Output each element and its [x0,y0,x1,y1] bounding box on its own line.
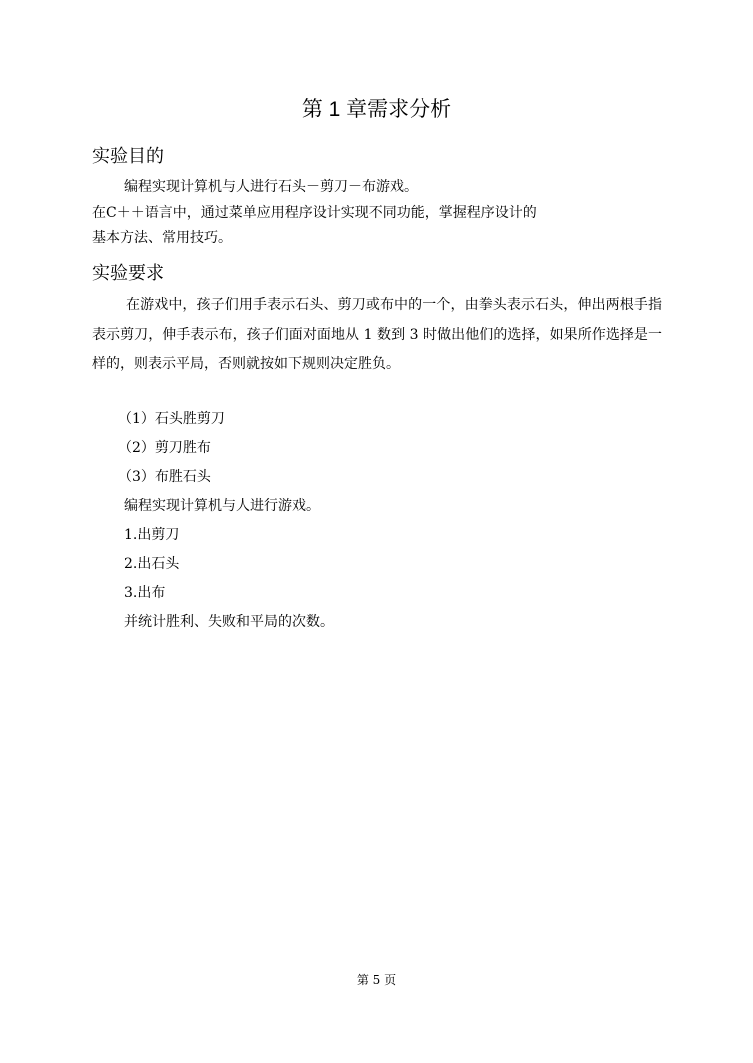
rule-item-1: （1）石头胜剪刀 [118,411,225,427]
stats-line: 并统计胜利、失败和平局的次数。 [124,614,334,630]
option-item-1: 1.出剪刀 [124,527,180,543]
purpose-line-1: 编程实现计算机与人进行石头－剪刀－布游戏。 [124,179,418,195]
requirements-intro-paragraph: 在游戏中，孩子们用手表示石头、剪刀或布中的一个，由拳头表示石头，伸出两根手指表示剪刀，伸手表示布，孩子们面对面地从 1 数到 3 时做出他们的选择，如果所作选择是一样的，则表示平局，否则就按如下规则决定胜负。 [92,297,662,372]
program-line: 编程实现计算机与人进行游戏。 [124,498,320,514]
purpose-line-3: 基本方法、常用技巧。 [92,230,232,246]
rule-item-3: （3）布胜石头 [118,469,211,485]
chapter-title: 第 1 章需求分析 [301,98,452,121]
section-heading-requirements: 实验要求 [92,263,164,283]
page-number-footer: 第 5 页 [356,973,397,987]
option-item-3: 3.出布 [124,585,166,601]
section-heading-purpose: 实验目的 [92,146,164,166]
option-item-2: 2.出石头 [124,556,180,572]
purpose-line-2: 在C＋＋语言中，通过菜单应用程序设计实现不同功能，掌握程序设计的 [92,205,537,221]
rule-item-2: （2）剪刀胜布 [118,440,211,456]
